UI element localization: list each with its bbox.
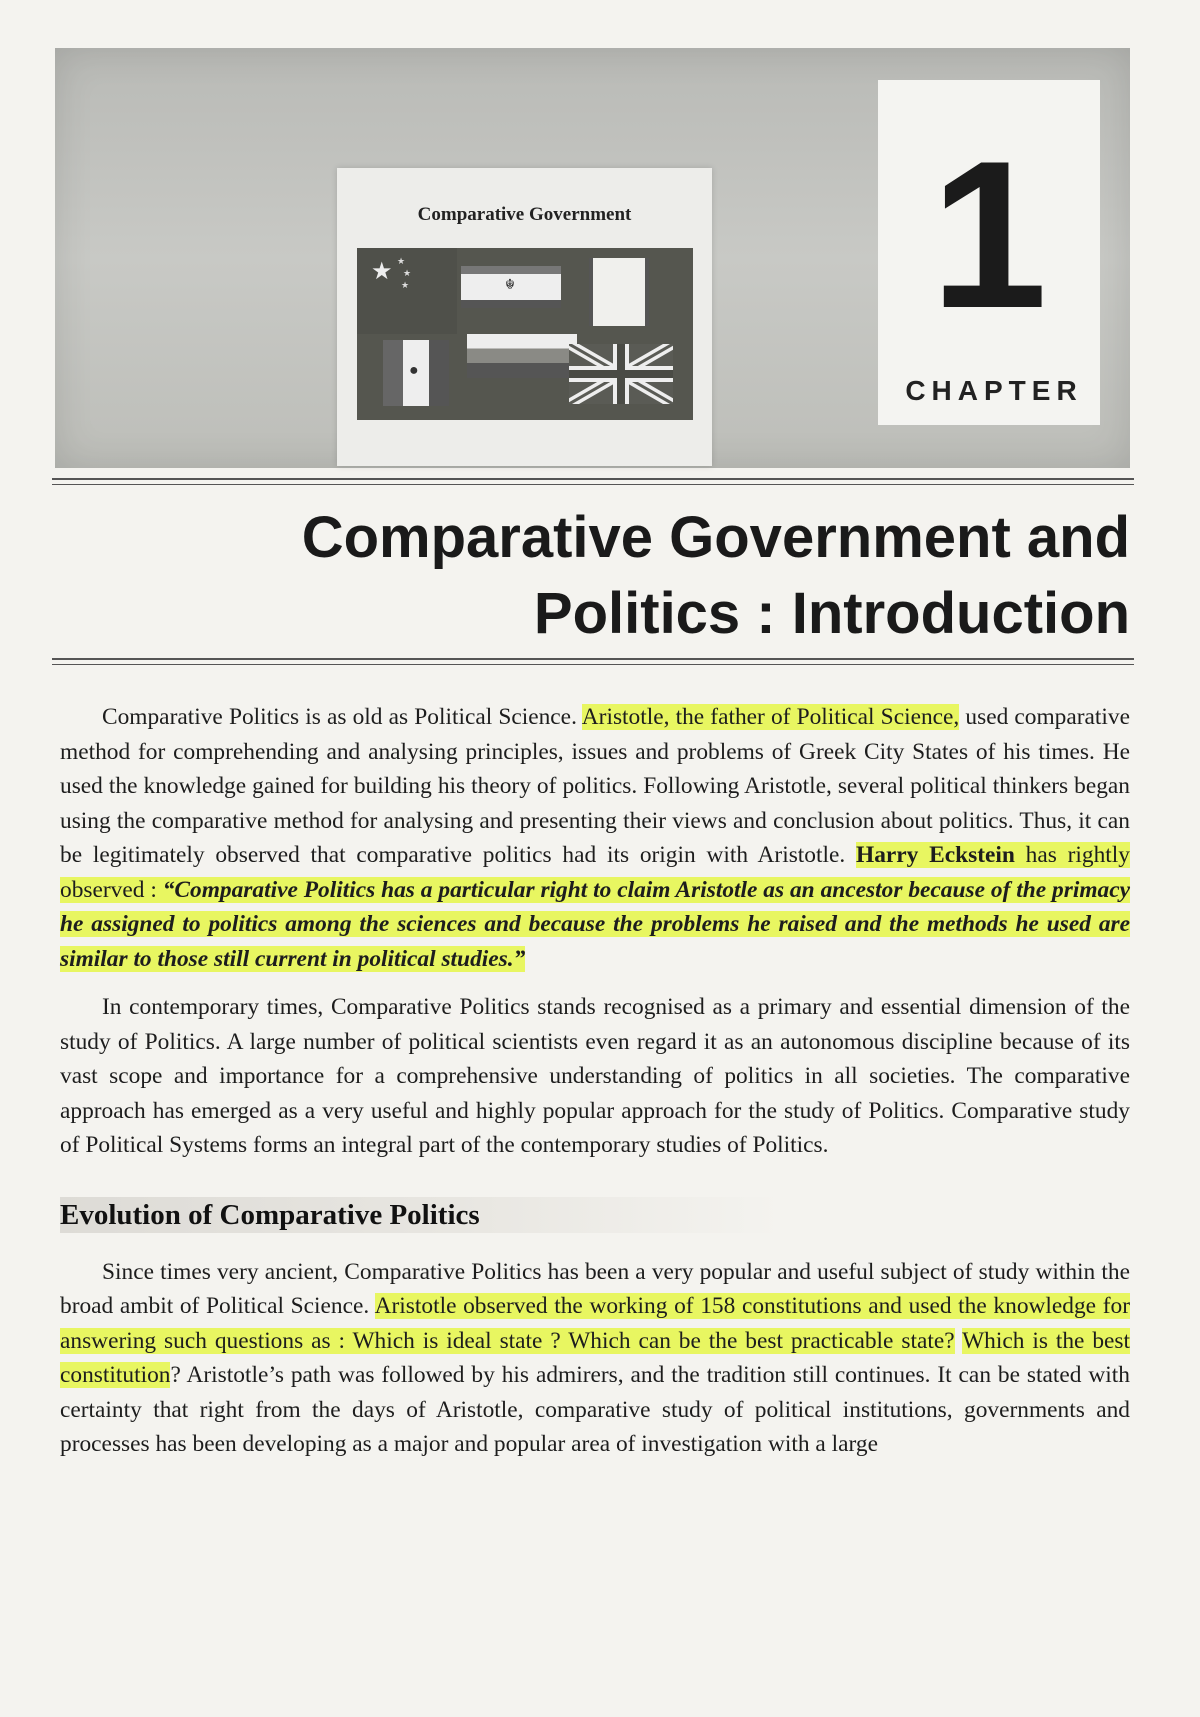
chapter-banner xyxy=(55,48,1130,468)
highlight-eckstein-quote: “Comparative Politics has a particular right to claim Aristotle as an ancestor because of the primacy he assigned to politics among the sciences and because the problems he raised and the methods he used are similar to those still current in political studies.” xyxy=(60,876,1130,972)
highlight-158-constitutions: Aristotle observed the working of 158 constitutions and used the knowledge for answering such questions as : Which is ideal state ? Which can be the best practicable state? xyxy=(60,1293,1130,1354)
chapter-body xyxy=(60,700,1130,1462)
china-flag: ★ ★ ★ ★ xyxy=(357,248,457,334)
iran-flag: ☬ xyxy=(461,266,561,308)
paragraph-evolution: Since times very ancient, Comparative Politics has been a very popular and useful subject of study within the broad ambit of Political Science. Aristotle observed the working of 158 constitutions and used the knowledge for answering such questions as : Which is ideal state ? Which can be the best practicable state? Which is the best constitution? Aristotle’s path was followed by his admirers, and the tradition still continues. It can be stated with certainty that right from the days of Aristotle, comparative study of political institutions, governments and processes has been developing as a major and popular area of investigation with a large xyxy=(60,1258,1130,1457)
top-rule xyxy=(52,478,1134,480)
top-rule-thin xyxy=(52,484,1134,485)
bottom-rule xyxy=(52,658,1134,660)
paragraph-intro: Comparative Politics is as old as Political Science. Aristotle, the father of Political Science, used comparative method for comprehending and analysing principles, issues and problems of Greek City States of his times. He used the knowledge gained for building his theory of politics. Following Aristotle, several political thinkers began using the comparative method for analysing and presenting their views and conclusion about politics. Thus, it can be legitimately observed that comparative politics had its origin with Aristotle. Harry Eckstein has rightly observed : “Comparative Politics has a particular right to claim Aristotle as an ancestor because of the primacy he assigned to politics among the sciences and because the problems he raised and the methods he used are similar to those still current in political studies.” xyxy=(60,704,1130,972)
uk-flag xyxy=(569,344,673,404)
book-cover-image xyxy=(337,168,712,466)
paragraph-contemporary: In contemporary times, Comparative Politics stands recognised as a primary and essential dimension of the study of Politics. A large number of political scientists even regard it as an autonomous discipline because of its vast scope and importance for a comprehensive understanding of politics in all societies. The comparative approach has emerged as a very useful and highly popular approach for the study of Politics. Comparative study of Political Systems forms an integral part of the contemporary studies of Politics. xyxy=(60,994,1130,1158)
highlight-harry-eckstein: Harry Eckstein xyxy=(856,842,1015,868)
flags-collage xyxy=(357,248,693,420)
chapter-title-line2: Politics : Introduction xyxy=(533,581,1130,646)
chapter-number-box xyxy=(878,80,1100,425)
chapter-label: CHAPTER xyxy=(905,375,1083,406)
russia-flag xyxy=(467,334,577,378)
section-heading: Evolution of Comparative Politics xyxy=(60,1197,780,1233)
bottom-rule-thin xyxy=(52,664,1134,665)
cover-title: Comparative Government xyxy=(417,204,632,225)
chapter-number: 1 xyxy=(930,117,1048,352)
canada-flag xyxy=(589,258,649,326)
chapter-title-line1: Comparative Government and xyxy=(301,505,1130,570)
highlight-aristotle-father: Aristotle, the father of Political Science, xyxy=(581,704,960,730)
highlight-best-constitution: Which is the best constitution xyxy=(60,1327,1130,1388)
chapter-title xyxy=(60,500,1130,652)
mexico-flag: ● xyxy=(383,340,449,406)
